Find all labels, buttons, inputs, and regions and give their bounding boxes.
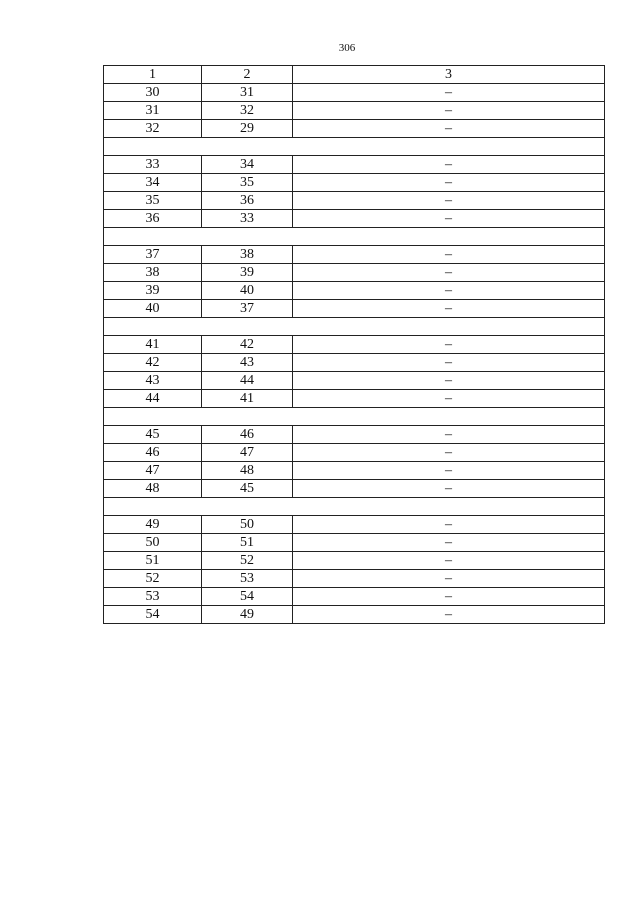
table-cell-col-2: 32: [202, 102, 293, 120]
table-cell-col-1: 38: [104, 264, 202, 282]
table-cell-col-3: –: [293, 192, 605, 210]
table-cell-col-3: –: [293, 444, 605, 462]
table-body: [104, 66, 605, 624]
table-cell-col-3: –: [293, 174, 605, 192]
table-cell-col-2: 44: [202, 372, 293, 390]
table-cell-col-2: 51: [202, 534, 293, 552]
table-cell-col-1: 41: [104, 336, 202, 354]
table-cell-col-1: 52: [104, 570, 202, 588]
separator-cell: [104, 228, 605, 246]
table-cell-col-2: 34: [202, 156, 293, 174]
table-row: [104, 552, 605, 570]
table-cell-col-1: 50: [104, 534, 202, 552]
table-cell-col-1: 46: [104, 444, 202, 462]
table-cell-col-1: 54: [104, 606, 202, 624]
table-row: [104, 426, 605, 444]
table-cell-col-3: –: [293, 588, 605, 606]
table-cell-col-3: –: [293, 570, 605, 588]
table-cell-col-1: 44: [104, 390, 202, 408]
table-row: [104, 120, 605, 138]
table-cell-col-2: 29: [202, 120, 293, 138]
separator-row: [104, 498, 605, 516]
table-cell-col-2: 46: [202, 426, 293, 444]
table-cell-col-3: –: [293, 480, 605, 498]
table-row: [104, 300, 605, 318]
header-cell-col-3: 3: [293, 66, 605, 84]
table-cell-col-2: 49: [202, 606, 293, 624]
separator-cell: [104, 498, 605, 516]
table-cell-col-1: 33: [104, 156, 202, 174]
table-cell-col-3: –: [293, 102, 605, 120]
table-header-row: [104, 66, 605, 84]
table-row: [104, 606, 605, 624]
table-cell-col-2: 36: [202, 192, 293, 210]
table-cell-col-1: 32: [104, 120, 202, 138]
table-cell-col-1: 34: [104, 174, 202, 192]
table-cell-col-3: –: [293, 552, 605, 570]
table-row: [104, 354, 605, 372]
table-cell-col-3: –: [293, 606, 605, 624]
table-cell-col-2: 53: [202, 570, 293, 588]
table-cell-col-2: 31: [202, 84, 293, 102]
header-cell-col-1: 1: [104, 66, 202, 84]
table-cell-col-1: 40: [104, 300, 202, 318]
table-row: [104, 390, 605, 408]
table-row: [104, 84, 605, 102]
table-cell-col-1: 45: [104, 426, 202, 444]
table-cell-col-3: –: [293, 354, 605, 372]
table-cell-col-3: –: [293, 210, 605, 228]
table-cell-col-1: 47: [104, 462, 202, 480]
table-cell-col-2: 42: [202, 336, 293, 354]
table-cell-col-3: –: [293, 426, 605, 444]
table-row: [104, 174, 605, 192]
table-row: [104, 102, 605, 120]
table-cell-col-3: –: [293, 336, 605, 354]
table-cell-col-1: 51: [104, 552, 202, 570]
table-row: [104, 462, 605, 480]
table-cell-col-3: –: [293, 462, 605, 480]
table-row: [104, 264, 605, 282]
table-cell-col-2: 38: [202, 246, 293, 264]
table-cell-col-3: –: [293, 84, 605, 102]
table-cell-col-3: –: [293, 534, 605, 552]
table-cell-col-3: –: [293, 390, 605, 408]
table-cell-col-3: –: [293, 156, 605, 174]
table-cell-col-1: 36: [104, 210, 202, 228]
table-cell-col-1: 39: [104, 282, 202, 300]
table-cell-col-2: 37: [202, 300, 293, 318]
table-cell-col-2: 50: [202, 516, 293, 534]
table-cell-col-2: 39: [202, 264, 293, 282]
table-cell-col-2: 43: [202, 354, 293, 372]
table-cell-col-1: 30: [104, 84, 202, 102]
table-row: [104, 516, 605, 534]
table-cell-col-1: 31: [104, 102, 202, 120]
table-row: [104, 282, 605, 300]
table-cell-col-1: 53: [104, 588, 202, 606]
table-row: [104, 534, 605, 552]
table-cell-col-2: 48: [202, 462, 293, 480]
header-cell-col-2: 2: [202, 66, 293, 84]
table-row: [104, 588, 605, 606]
table-cell-col-2: 40: [202, 282, 293, 300]
separator-row: [104, 318, 605, 336]
table-cell-col-2: 45: [202, 480, 293, 498]
table-cell-col-1: 37: [104, 246, 202, 264]
separator-cell: [104, 138, 605, 156]
table-cell-col-3: –: [293, 264, 605, 282]
table-row: [104, 372, 605, 390]
table-row: [104, 570, 605, 588]
table-cell-col-1: 35: [104, 192, 202, 210]
table-row: [104, 480, 605, 498]
table-cell-col-2: 41: [202, 390, 293, 408]
data-table: [103, 65, 605, 624]
table-cell-col-2: 47: [202, 444, 293, 462]
table-row: [104, 210, 605, 228]
table-cell-col-3: –: [293, 300, 605, 318]
table-cell-col-3: –: [293, 120, 605, 138]
separator-row: [104, 138, 605, 156]
separator-row: [104, 228, 605, 246]
separator-cell: [104, 318, 605, 336]
table-row: [104, 336, 605, 354]
table-row: [104, 156, 605, 174]
table-cell-col-2: 35: [202, 174, 293, 192]
separator-cell: [104, 408, 605, 426]
table-cell-col-3: –: [293, 372, 605, 390]
page-number: 306: [338, 42, 356, 54]
table-cell-col-3: –: [293, 246, 605, 264]
table-cell-col-3: –: [293, 516, 605, 534]
table-cell-col-2: 52: [202, 552, 293, 570]
table-cell-col-2: 54: [202, 588, 293, 606]
table-row: [104, 444, 605, 462]
table-cell-col-2: 33: [202, 210, 293, 228]
table-cell-col-1: 48: [104, 480, 202, 498]
separator-row: [104, 408, 605, 426]
table-row: [104, 192, 605, 210]
table-row: [104, 246, 605, 264]
table-cell-col-1: 49: [104, 516, 202, 534]
table-cell-col-1: 43: [104, 372, 202, 390]
table-cell-col-1: 42: [104, 354, 202, 372]
table-cell-col-3: –: [293, 282, 605, 300]
